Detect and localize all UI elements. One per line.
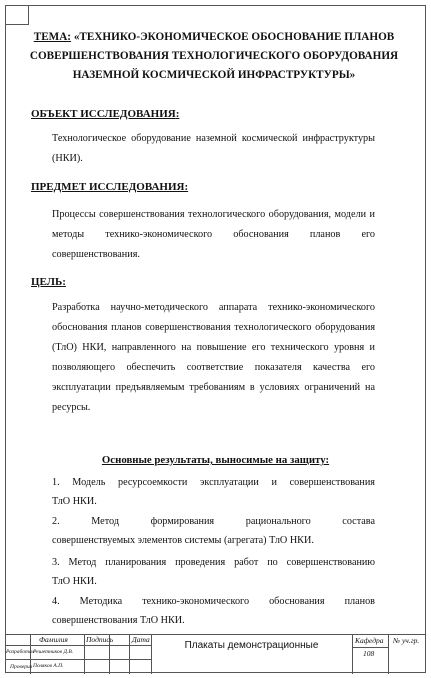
object-heading-colon: : — [175, 108, 180, 120]
goal-heading-colon: : — [62, 276, 66, 288]
stamp-doc-title: Плакаты демонстрационные — [184, 640, 319, 651]
subject-text: Процессы совершенствования технологического оборудования, модели и методы технико-экономического обоснования планов его совершенствования. — [52, 209, 375, 260]
results-heading-colon: : — [325, 454, 330, 466]
stamp-divider — [129, 635, 130, 674]
razrab-name: Решетников Д.В. — [33, 649, 74, 655]
proveril-name: Поляков А.П. — [33, 663, 64, 669]
col-data: Дата — [132, 635, 150, 644]
corner-box — [5, 5, 29, 25]
col-podpis: Подпись — [86, 635, 114, 644]
result-item-3-line1: 3. Метод планирования проведения работ по совершенствованию — [52, 557, 375, 568]
result-item-1 — [52, 473, 375, 511]
goal-heading — [31, 276, 66, 288]
col-familia: Фамилия — [39, 635, 68, 644]
stamp-row-line — [5, 659, 151, 660]
stamp-row-line — [352, 647, 388, 648]
kafedra-value: 108 — [363, 649, 375, 658]
result-item-4-line1: 4. Методика технико-экономического обоснования планов — [52, 596, 375, 607]
result-item-3 — [52, 553, 375, 591]
title-block — [5, 634, 426, 674]
num-label: № уч.гр. — [393, 636, 420, 645]
result-item-2-line1: 2. Метод формирования рационального состава — [52, 516, 375, 527]
result-item-2-line2: совершенствуемых элементов системы (агрегата) ТлО НКИ. — [52, 535, 314, 546]
stamp-divider — [388, 635, 389, 674]
result-item-4-line2: совершенствования ТлО НКИ. — [52, 615, 185, 626]
object-text: Технологическое оборудование наземной космической инфраструктуры (НКИ). — [52, 133, 375, 164]
goal-heading-text: ЦЕЛЬ — [31, 276, 63, 288]
row-proveril: Проверил — [10, 664, 33, 670]
stamp-row-line — [5, 645, 151, 646]
stamp-divider — [352, 635, 353, 674]
result-item-1-line1: 1. Модель ресурсоемкости эксплуатации и совершенствования — [52, 477, 375, 488]
result-item-4 — [52, 592, 375, 630]
object-heading-text: ОБЪЕКТ ИССЛЕДОВАНИЯ — [31, 108, 176, 120]
title-label: ТЕМА: — [33, 31, 72, 43]
result-item-3-line2: ТлО НКИ. — [52, 576, 97, 587]
document-title — [14, 28, 414, 85]
stamp-divider — [84, 635, 85, 674]
subject-heading: ПРЕДМЕТ ИССЛЕДОВАНИЯ: — [31, 181, 189, 193]
kafedra-label: Кафедра — [355, 636, 384, 645]
result-item-1-line2: ТлО НКИ. — [52, 496, 97, 507]
row-razrab: Разработал — [6, 649, 35, 655]
results-heading-text: Основные результаты, выносимые на защиту — [101, 454, 326, 466]
title-text: «ТЕХНИКО-ЭКОНОМИЧЕСКОЕ ОБОСНОВАНИЕ ПЛАНОВ СОВЕРШЕНСТВОВАНИЯ ТЕХНОЛОГИЧЕСКОГО ОБОРУДОВАНИЯ НАЗЕМНОЙ КОСМИЧЕСКОЙ ИНФРАСТРУКТУРЫ» — [29, 31, 399, 81]
object-heading — [31, 108, 179, 120]
result-item-2 — [52, 512, 375, 550]
results-heading — [0, 454, 431, 466]
goal-text: Разработка научно-методического аппарата технико-экономического обоснования планов совершенствования технологического оборудования (ТлО) НКИ, направленного на повышение его технического уровня и позволяющего обеспечить соответствие показателя качества его эксплуатации предъявляемым требованиям в условиях ограничений на ресурсы. — [52, 302, 375, 413]
